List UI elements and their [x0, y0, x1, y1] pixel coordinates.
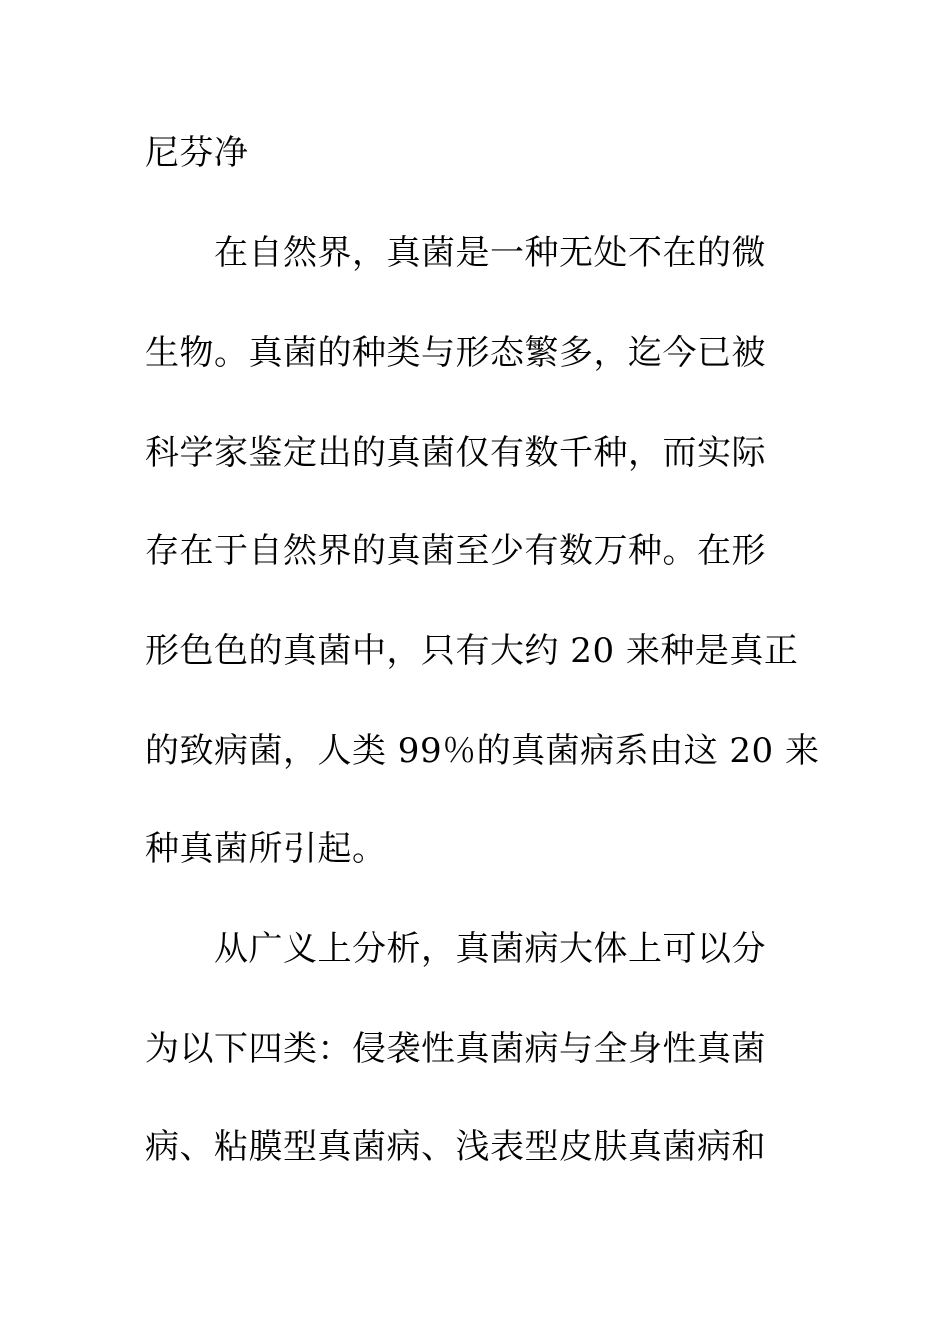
text-line: 科学家鉴定出的真菌仅有数千种，而实际: [145, 433, 766, 473]
text-line: 种真菌所引起。: [145, 829, 387, 869]
text-line: 形色色的真菌中，只有大约 20 来种是真正: [145, 631, 799, 671]
text-line: 生物。真菌的种类与形态繁多，迄今已被: [145, 333, 766, 373]
text-line: 为以下四类：侵袭性真菌病与全身性真菌: [145, 1029, 766, 1069]
text-line: 的致病菌，人类 99％的真菌病系由这 20 来: [145, 731, 820, 771]
paragraph-first-line: 从广义上分析，真菌病大体上可以分: [214, 929, 766, 969]
text-line: 病、粘膜型真菌病、浅表型皮肤真菌病和: [145, 1127, 766, 1167]
paragraph-first-line: 在自然界，真菌是一种无处不在的微: [214, 233, 766, 273]
text-line: 存在于自然界的真菌至少有数万种。在形: [145, 531, 766, 571]
text-line: 尼芬净: [145, 133, 249, 173]
